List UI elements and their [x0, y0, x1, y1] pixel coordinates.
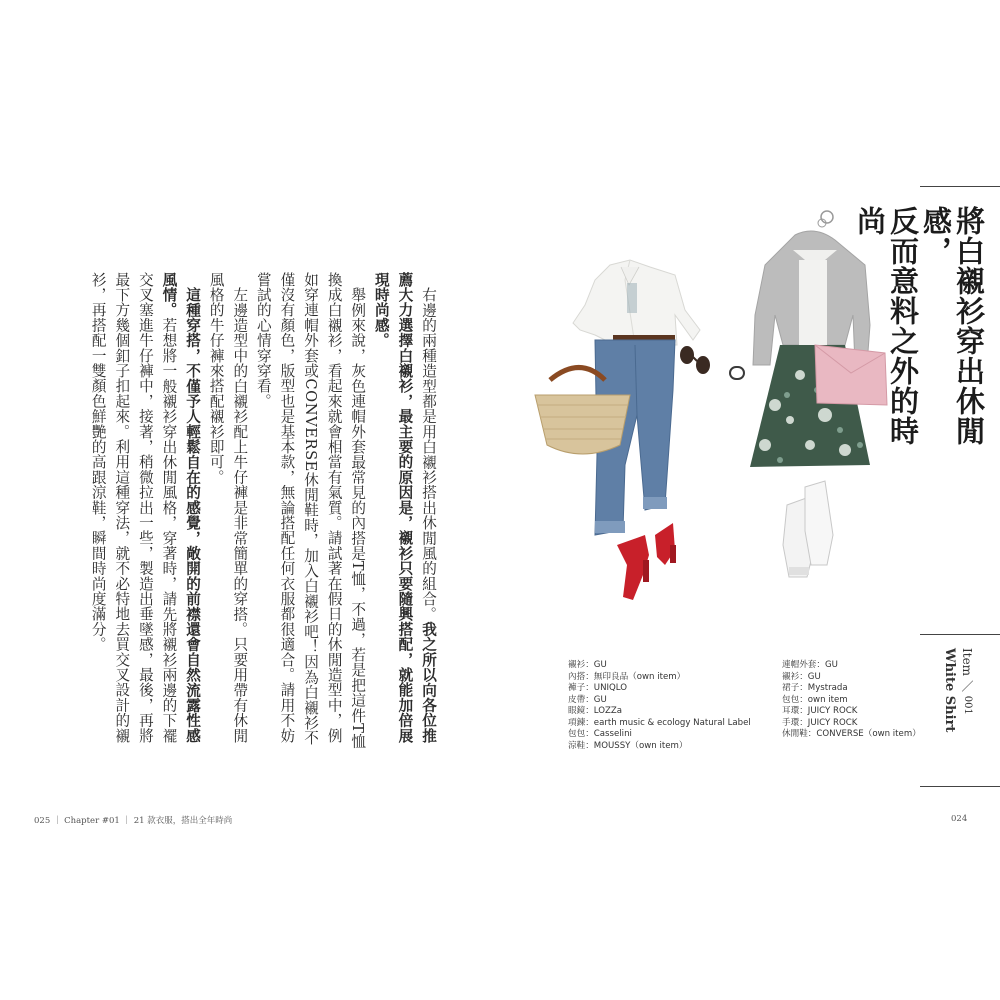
- credit-line: 涼鞋：MOUSSY（own item）: [568, 740, 688, 751]
- credit-line: 眼鏡：LOZZa: [568, 706, 623, 716]
- credits-right: [782, 660, 922, 741]
- paragraph-1: 右邊的兩種造型都是用白襯衫搭出休閒風的組合。我之所以向各位推薦大力選擇白襯衫，最主要的原因是，襯衫只要隨興搭配，就能加倍展現時尚感。: [372, 272, 437, 744]
- credit-line: 手環：JUICY ROCK: [782, 717, 858, 728]
- credit-line: 襯衫：GU: [782, 671, 821, 682]
- white-sneakers-photo: [783, 481, 833, 577]
- credit-line: 項鍊：earth music & ecology Natural Label: [568, 717, 751, 728]
- credit-line: 休閒鞋：CONVERSE（own item）: [782, 729, 921, 739]
- left-page-number: 025: [34, 816, 51, 826]
- red-sandals-photo: [617, 523, 676, 600]
- pink-clutch-photo: [815, 345, 887, 405]
- item-number: 001: [962, 695, 973, 715]
- credit-line: 褲子：UNIQLO: [568, 683, 628, 693]
- body-text: [89, 272, 440, 758]
- headline-line-1: 將白襯衫穿出休閒感，: [919, 206, 986, 446]
- earring-photo: [818, 211, 833, 227]
- credit-line: 包包：own item: [782, 694, 848, 705]
- credit-line: 皮帶：GU: [568, 694, 607, 705]
- belt-photo: [613, 335, 675, 340]
- credit-line: 連帽外套：GU: [782, 660, 838, 670]
- headline-line-2: 反而意料之外的時尚: [853, 206, 920, 446]
- white-shirt-photo: [573, 260, 700, 345]
- credit-line: 裙子：Mystrada: [782, 683, 848, 693]
- grey-hoodie-photo: [753, 231, 870, 365]
- outfit-photos: [525, 205, 920, 610]
- bracelet-photo: [730, 367, 744, 379]
- credits-left: [568, 660, 768, 752]
- paragraph-3: 左邊造型中的白襯衫配上牛仔褲是非常簡單的穿搭。只要用帶有休閒風格的牛仔褲來搭配襯衫即可。: [207, 272, 249, 744]
- credit-line: 襯衫：GU: [568, 660, 607, 670]
- book-title: 21 款衣服，搭出全年時尚: [133, 816, 233, 826]
- credit-line: 內搭：無印良品（own item）: [568, 671, 686, 682]
- item-label-top-rule: [920, 634, 1000, 635]
- chapter-label: Chapter #01: [64, 816, 120, 826]
- footer-right: [951, 814, 967, 824]
- paragraph-4: 這種穿搭，不僅予人輕鬆自在的感覺，敞開的前襟還會自然流露性感風情。若想將一般襯衫穿出休閒風格，穿著時，請先將襯衫兩邊的下襬交叉塞進牛仔褲中，接著，稍微拉出一些，製造出垂墜感，最後，再將最下方幾個釦子扣起來。利用這種穿法，就不必特地去買交叉設計的襯衫，再搭配一雙顏色鮮艷的高跟涼鞋，瞬間時尚度滿分。: [89, 272, 202, 744]
- sunglasses-photo: [680, 346, 710, 374]
- item-label-bottom-rule: [920, 786, 1000, 787]
- headline-top-rule: [920, 186, 1000, 187]
- right-page-number: 024: [951, 814, 968, 824]
- item-label: Item ／ 001 White Shirt: [942, 648, 974, 733]
- footer-left: 025 ｜ Chapter #01 ｜ 21 款衣服，搭出全年時尚: [34, 816, 233, 826]
- credit-line: 耳環：JUICY ROCK: [782, 706, 858, 716]
- item-prefix: Item: [960, 648, 974, 677]
- item-title: White Shirt: [942, 648, 957, 733]
- paragraph-2: 舉例來說，灰色連帽外套最常見的內搭是T恤，不過，若是把這件T恤換成白襯衫，看起來就會相當有氣質。請試著在假日的休閒造型中，例如穿連帽外套或CONVERSE休閒鞋時，加入白襯衫吧！因為白襯衫不僅沒有顏色，版型也是基本款，無論搭配任何衣服都很適合。請用不妨嘗試的心情穿穿看。: [254, 272, 367, 749]
- credit-line: 包包：Casselini: [568, 729, 632, 739]
